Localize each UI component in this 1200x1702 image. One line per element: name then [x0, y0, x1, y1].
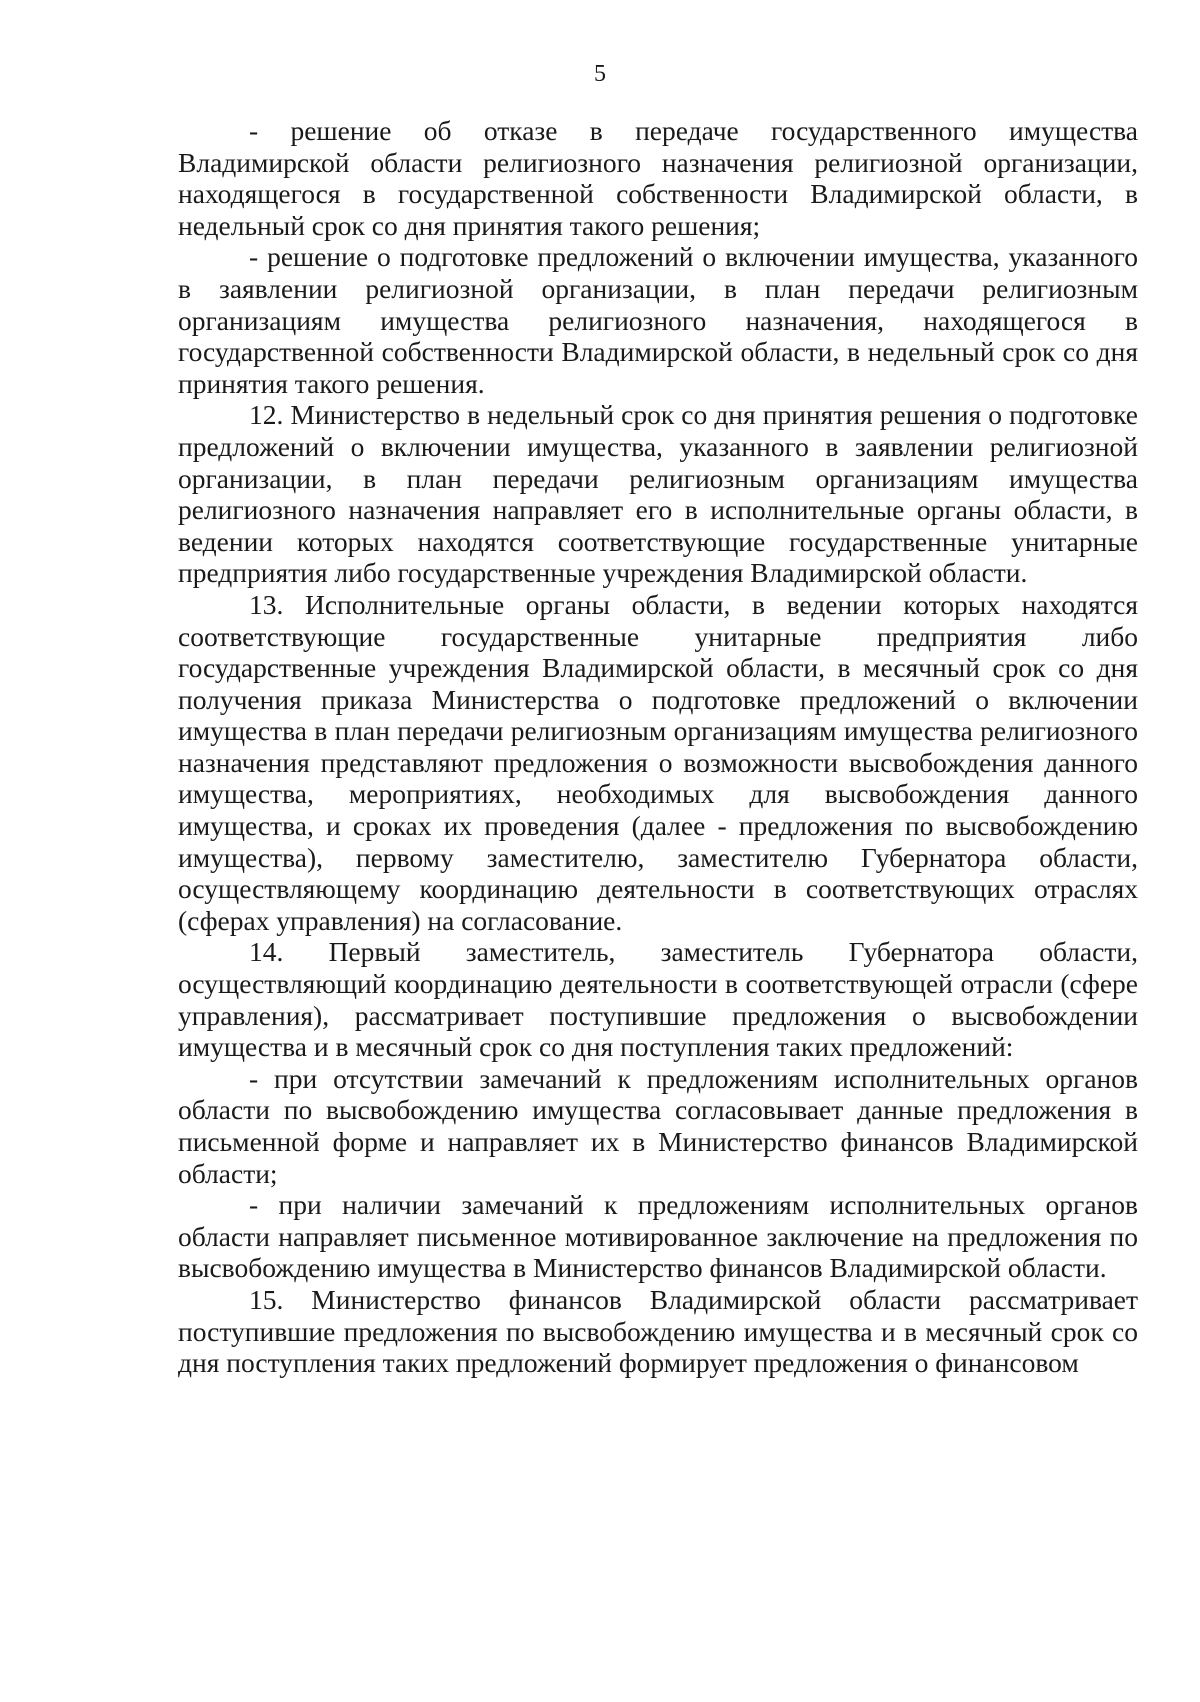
paragraph-with-remarks: - при наличии замечаний к предложениям исполнительных органов области направляет письменное мотивированное заключение на предложения по высвобождению имущества в Министерство финансов Владимирской области.: [178, 1189, 1138, 1284]
document-body: [178, 115, 1138, 1379]
paragraph-item-14: 14. Первый заместитель, заместитель Губернатора области, осуществляющий координацию деятельности в соответствующей отрасли (сфере управления), рассматривает поступившие предложения о высвобождении имущества и в месячный срок со дня поступления таких предложений:: [178, 936, 1138, 1063]
page-number: 5: [594, 61, 606, 87]
paragraph-no-remarks: - при отсутствии замечаний к предложениям исполнительных органов области по высвобождению имущества согласовывает данные предложения в письменной форме и направляет их в Министерство финансов Владимирской области;: [178, 1062, 1138, 1189]
paragraph-refusal-decision: - решение об отказе в передаче государственного имущества Владимирской области религиозного назначения религиозной организации, находящегося в государственной собственности Владимирской области, в недельный срок со дня принятия такого решения;: [178, 115, 1138, 241]
paragraph-item-15: 15. Министерство финансов Владимирской области рассматривает поступившие предложения по высвобождению имущества и в месячный срок со дня поступления таких предложений формирует предложения о финансовом: [178, 1283, 1138, 1379]
paragraph-preparation-decision: - решение о подготовке предложений о включении имущества, указанного в заявлении религиозной организации, в план передачи религиозным организациям имущества религиозного назначения, находящегося в государственной собственности Владимирской области, в недельный срок со дня принятия такого решения.: [178, 241, 1138, 399]
paragraph-item-13: 13. Исполнительные органы области, в ведении которых находятся соответствующие государственные унитарные предприятия либо государственные учреждения Владимирской области, в месячный срок со дня получения приказа Министерства о подготовке предложений о включении имущества в план передачи религиозным организациям имущества религиозного назначения представляют предложения о возможности высвобождения данного имущества, мероприятиях, необходимых для высвобождения данного имущества, и сроках их проведения (далее - предложения по высвобождению имущества), первому заместителю, заместителю Губернатора области, осуществляющему координацию деятельности в соответствующих отраслях (сферах управления) на согласование.: [178, 588, 1138, 936]
paragraph-item-12: 12. Министерство в недельный срок со дня принятия решения о подготовке предложений о включении имущества, указанного в заявлении религиозной организации, в план передачи религиозным организациям имущества религиозного назначения направляет его в исполнительные органы области, в ведении которых находятся соответствующие государственные унитарные предприятия либо государственные учреждения Владимирской области.: [178, 399, 1138, 589]
